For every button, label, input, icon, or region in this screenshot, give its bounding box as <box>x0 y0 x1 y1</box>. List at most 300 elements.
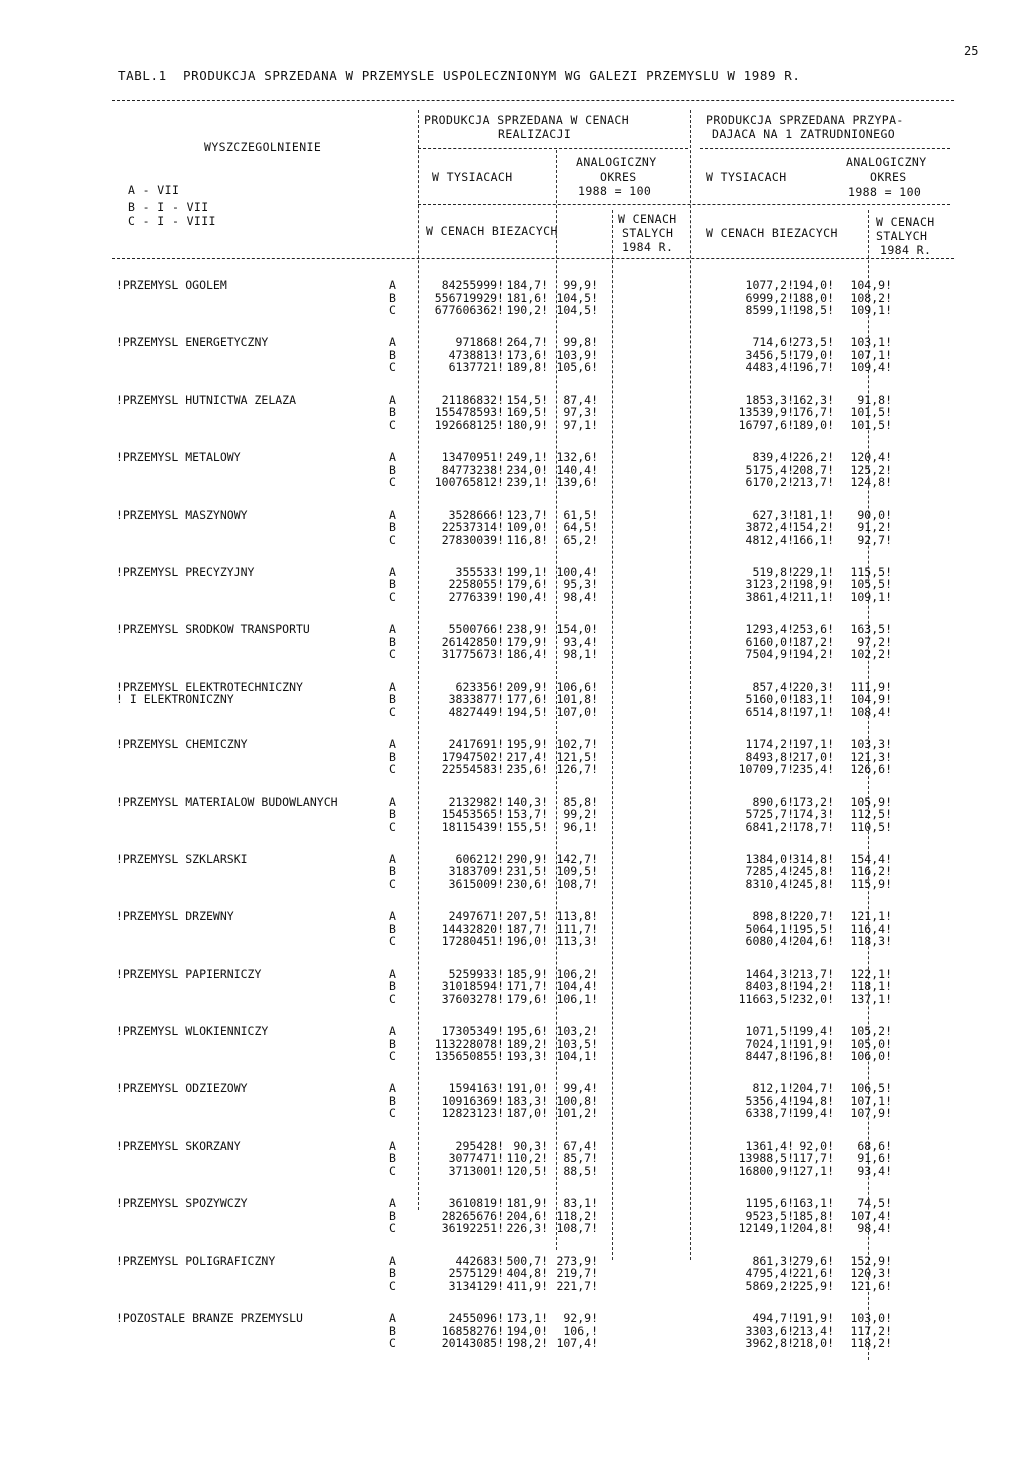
per-employee-analog: 199,4! <box>792 1024 834 1039</box>
branch-group <box>112 852 954 909</box>
per-employee-thousands: 1293,4! <box>745 622 794 637</box>
branch-name: !POZOSTALE BRANZE PRZEMYSLU <box>116 1311 303 1326</box>
branch-group <box>112 1081 954 1138</box>
row-code: B <box>389 347 396 362</box>
const-prices-index: 106,6! <box>556 679 598 694</box>
table-row <box>112 820 954 833</box>
table-row <box>112 335 954 348</box>
per-employee-analog: 194,8! <box>792 1093 834 1108</box>
table-row <box>112 533 954 546</box>
per-employee-const: 106,5! <box>850 1081 892 1096</box>
branch-name: !PRZEMYSL MASZYNOWY <box>116 507 248 522</box>
per-employee-thousands: 8403,8! <box>745 979 794 994</box>
branch-name: !PRZEMYSL HUTNICTWA ZELAZA <box>116 392 297 407</box>
value-thousands: 17947502! <box>441 749 504 764</box>
analog-period: 186,4! <box>506 647 548 662</box>
branch-group <box>112 1254 954 1311</box>
table-row <box>112 393 954 406</box>
per-employee-const: 118,2! <box>850 1336 892 1351</box>
const-prices-index: 97,1! <box>563 417 598 432</box>
value-thousands: 27830039! <box>441 532 504 547</box>
per-employee-analog: 188,0! <box>792 290 834 305</box>
value-thousands: 3615009! <box>448 876 504 891</box>
value-thousands: 2575129! <box>448 1266 504 1281</box>
analog-period: 190,4! <box>506 589 548 604</box>
branch-group <box>112 909 954 966</box>
per-employee-const: 163,5! <box>850 622 892 637</box>
per-employee-thousands: 8599,1! <box>745 303 794 317</box>
value-thousands: 623356! <box>455 679 504 694</box>
const-prices-index: 108,7! <box>556 1221 598 1236</box>
value-thousands: 3134129! <box>448 1278 504 1293</box>
analog-period: 189,8! <box>506 360 548 375</box>
const-prices-index: 101,8! <box>556 692 598 707</box>
per-employee-const: 103,3! <box>850 737 892 752</box>
const-prices-index: 106,! <box>563 1323 598 1338</box>
per-employee-analog: 208,7! <box>792 462 834 477</box>
value-thousands: 2258055! <box>448 577 504 592</box>
row-code: A <box>389 564 396 579</box>
per-employee-analog: 187,2! <box>792 634 834 649</box>
row-code: B <box>389 520 396 535</box>
analog-period: 264,7! <box>506 335 548 350</box>
analog-period: 187,0! <box>506 1106 548 1121</box>
table-row <box>112 1279 954 1292</box>
table-row <box>112 577 954 590</box>
value-thousands: 2132982! <box>448 794 504 809</box>
row-code: C <box>389 647 396 662</box>
per-employee-thousands: 13988,5! <box>738 1151 794 1166</box>
rule-mid <box>418 204 950 205</box>
analog-period: 411,9! <box>506 1278 548 1293</box>
analog-period: 500,7! <box>506 1253 548 1268</box>
analog-period: 198,2! <box>506 1336 548 1351</box>
row-code: A <box>389 794 396 809</box>
table-row <box>112 979 954 992</box>
g1-analog-2: OKRES <box>600 170 637 184</box>
value-thousands: 3077471! <box>448 1151 504 1166</box>
table-row <box>112 303 954 316</box>
const-prices-index: 100,4! <box>556 564 598 579</box>
const-prices-index: 101,2! <box>556 1106 598 1121</box>
const-prices-index: 103,5! <box>556 1036 598 1051</box>
per-employee-thousands: 7285,4! <box>745 864 794 879</box>
stub-code-a: A - VII <box>128 183 180 197</box>
value-thousands: 155478593! <box>434 405 504 420</box>
per-employee-const: 107,1! <box>850 1093 892 1108</box>
analog-period: 190,2! <box>506 303 548 317</box>
analog-period: 177,6! <box>506 692 548 707</box>
branch-name: !PRZEMYSL WLOKIENNICZY <box>116 1024 269 1039</box>
branch-name: ! I ELEKTRONICZNY <box>116 692 234 707</box>
per-employee-const: 107,1! <box>850 347 892 362</box>
per-employee-analog: 92,0! <box>799 1138 834 1153</box>
per-employee-analog: 211,1! <box>792 589 834 604</box>
value-thousands: 15453565! <box>441 807 504 822</box>
const-prices-index: 105,6! <box>556 360 598 375</box>
value-thousands: 4738813! <box>448 347 504 362</box>
value-thousands: 20143085! <box>441 1336 504 1351</box>
value-thousands: 16858276! <box>441 1323 504 1338</box>
const-prices-index: 99,2! <box>563 807 598 822</box>
per-employee-thousands: 16797,6! <box>738 417 794 432</box>
row-code: B <box>389 921 396 936</box>
per-employee-thousands: 3303,6! <box>745 1323 794 1338</box>
row-code: C <box>389 532 396 547</box>
per-employee-const: 109,1! <box>850 589 892 604</box>
branch-name: !PRZEMYSL DRZEWNY <box>116 909 234 924</box>
per-employee-analog: 225,9! <box>792 1278 834 1293</box>
row-code: A <box>389 737 396 752</box>
row-code: B <box>389 1093 396 1108</box>
per-employee-thousands: 1464,3! <box>745 966 794 981</box>
analog-period: 193,3! <box>506 1049 548 1064</box>
per-employee-analog: 197,1! <box>792 704 834 719</box>
analog-period: 109,0! <box>506 520 548 535</box>
value-thousands: 22554583! <box>441 762 504 777</box>
per-employee-thousands: 1384,0! <box>745 851 794 866</box>
const-prices-index: 100,8! <box>556 1093 598 1108</box>
const-prices-index: 92,9! <box>563 1311 598 1326</box>
table-row <box>112 1266 954 1279</box>
per-employee-const: 97,2! <box>857 634 892 649</box>
per-employee-analog: 185,8! <box>792 1208 834 1223</box>
per-employee-thousands: 5175,4! <box>745 462 794 477</box>
branch-name: !PRZEMYSL ODZIEZOWY <box>116 1081 248 1096</box>
const-prices-index: 96,1! <box>563 819 598 834</box>
per-employee-thousands: 3123,2! <box>745 577 794 592</box>
per-employee-thousands: 13539,9! <box>738 405 794 420</box>
analog-period: 404,8! <box>506 1266 548 1281</box>
per-employee-const: 111,9! <box>850 679 892 694</box>
analog-period: 290,9! <box>506 851 548 866</box>
per-employee-const: 118,1! <box>850 979 892 994</box>
branch-name: !PRZEMYSL MATERIALOW BUDOWLANYCH <box>116 794 338 809</box>
const-prices-index: 61,5! <box>563 507 598 522</box>
analog-period: 235,6! <box>506 762 548 777</box>
row-code: B <box>389 577 396 592</box>
value-thousands: 17305349! <box>441 1024 504 1039</box>
value-thousands: 5500766! <box>448 622 504 637</box>
analog-period: 196,0! <box>506 934 548 949</box>
per-employee-const: 137,1! <box>850 991 892 1006</box>
g1-const-3: 1984 R. <box>622 240 674 254</box>
g1-analog-3: 1988 = 100 <box>578 184 652 198</box>
per-employee-analog: 183,1! <box>792 692 834 707</box>
table-row <box>112 348 954 361</box>
const-prices-index: 88,5! <box>563 1163 598 1178</box>
per-employee-thousands: 3872,4! <box>745 520 794 535</box>
stub-code-c: C - I - VIII <box>128 214 216 228</box>
analog-period: 230,6! <box>506 876 548 891</box>
per-employee-analog: 245,8! <box>792 876 834 891</box>
table-row <box>112 922 954 935</box>
analog-period: 239,1! <box>506 475 548 490</box>
table-row <box>112 1221 954 1234</box>
table-row <box>112 405 954 418</box>
per-employee-const: 108,4! <box>850 704 892 719</box>
per-employee-thousands: 898,8! <box>752 909 794 924</box>
per-employee-thousands: 627,3! <box>752 507 794 522</box>
per-employee-const: 107,4! <box>850 1208 892 1223</box>
per-employee-analog: 229,1! <box>792 564 834 579</box>
per-employee-thousands: 4483,4! <box>745 360 794 375</box>
value-thousands: 192668125! <box>434 417 504 432</box>
analog-period: 187,7! <box>506 921 548 936</box>
analog-period: 179,6! <box>506 577 548 592</box>
branch-name: !PRZEMYSL ENERGETYCZNY <box>116 335 269 350</box>
value-thousands: 36192251! <box>441 1221 504 1236</box>
value-thousands: 971868! <box>455 335 504 350</box>
branch-group <box>112 278 954 335</box>
per-employee-const: 118,3! <box>850 934 892 949</box>
per-employee-analog: 194,2! <box>792 647 834 662</box>
const-prices-index: 95,3! <box>563 577 598 592</box>
per-employee-const: 103,1! <box>850 335 892 350</box>
value-thousands: 5259933! <box>448 966 504 981</box>
const-prices-index: 113,3! <box>556 934 598 949</box>
const-prices-index: 65,2! <box>563 532 598 547</box>
analog-period: 180,9! <box>506 417 548 432</box>
group2-title-2: DAJACA NA 1 ZATRUDNIONEGO <box>712 127 896 141</box>
row-code: A <box>389 1024 396 1039</box>
analog-period: 179,9! <box>506 634 548 649</box>
table-row <box>112 1254 954 1267</box>
per-employee-analog: 174,3! <box>792 807 834 822</box>
per-employee-const: 105,5! <box>850 577 892 592</box>
per-employee-analog: 217,0! <box>792 749 834 764</box>
value-thousands: 100765812! <box>434 475 504 490</box>
row-code: C <box>389 1049 396 1064</box>
value-thousands: 3183709! <box>448 864 504 879</box>
const-prices-index: 107,4! <box>556 1336 598 1351</box>
g1-thousands: W TYSIACACH <box>432 170 513 184</box>
value-thousands: 84773238! <box>441 462 504 477</box>
per-employee-analog: 197,1! <box>792 737 834 752</box>
per-employee-const: 124,8! <box>850 475 892 490</box>
branch-group <box>112 335 954 392</box>
per-employee-thousands: 6999,2! <box>745 290 794 305</box>
table-row <box>112 1024 954 1037</box>
per-employee-analog: 204,8! <box>792 1221 834 1236</box>
table-row <box>112 807 954 820</box>
row-code: C <box>389 704 396 719</box>
value-thousands: 18115439! <box>441 819 504 834</box>
per-employee-const: 106,0! <box>850 1049 892 1064</box>
value-thousands: 37603278! <box>441 991 504 1006</box>
row-code: A <box>389 909 396 924</box>
per-employee-thousands: 12149,1! <box>738 1221 794 1236</box>
rule-top <box>112 100 954 101</box>
const-prices-index: 67,4! <box>563 1138 598 1153</box>
per-employee-analog: 127,1! <box>792 1163 834 1178</box>
row-code: C <box>389 1278 396 1293</box>
analog-period: 195,6! <box>506 1024 548 1039</box>
table-row <box>112 565 954 578</box>
g2-const-1: W CENACH <box>876 215 935 229</box>
per-employee-analog: 314,8! <box>792 851 834 866</box>
per-employee-const: 107,9! <box>850 1106 892 1121</box>
row-code: B <box>389 692 396 707</box>
per-employee-analog: 189,0! <box>792 417 834 432</box>
table-row <box>112 737 954 750</box>
value-thousands: 12823123! <box>441 1106 504 1121</box>
value-thousands: 442683! <box>455 1253 504 1268</box>
analog-period: 185,9! <box>506 966 548 981</box>
value-thousands: 2417691! <box>448 737 504 752</box>
analog-period: 169,5! <box>506 405 548 420</box>
per-employee-thousands: 8493,8! <box>745 749 794 764</box>
per-employee-thousands: 1071,5! <box>745 1024 794 1039</box>
const-prices-index: 87,4! <box>563 392 598 407</box>
per-employee-analog: 204,6! <box>792 934 834 949</box>
table-row <box>112 520 954 533</box>
const-prices-index: 103,2! <box>556 1024 598 1039</box>
table-row <box>112 463 954 476</box>
table-row <box>112 909 954 922</box>
const-prices-index: 85,8! <box>563 794 598 809</box>
per-employee-thousands: 6338,7! <box>745 1106 794 1121</box>
row-code: C <box>389 417 396 432</box>
per-employee-const: 74,5! <box>857 1196 892 1211</box>
row-code: C <box>389 991 396 1006</box>
row-code: C <box>389 475 396 490</box>
analog-period: 189,2! <box>506 1036 548 1051</box>
row-code: C <box>389 819 396 834</box>
per-employee-thousands: 519,8! <box>752 564 794 579</box>
per-employee-const: 101,5! <box>850 417 892 432</box>
value-thousands: 2776339! <box>448 589 504 604</box>
per-employee-analog: 181,1! <box>792 507 834 522</box>
per-employee-thousands: 8310,4! <box>745 876 794 891</box>
value-thousands: 295428! <box>455 1138 504 1153</box>
per-employee-thousands: 714,6! <box>752 335 794 350</box>
per-employee-analog: 198,5! <box>792 303 834 317</box>
row-code: C <box>389 360 396 375</box>
per-employee-thousands: 4795,4! <box>745 1266 794 1281</box>
analog-period: 217,4! <box>506 749 548 764</box>
const-prices-index: 132,6! <box>556 450 598 465</box>
row-code: B <box>389 462 396 477</box>
per-employee-analog: 198,9! <box>792 577 834 592</box>
row-code: C <box>389 876 396 891</box>
value-thousands: 6137721! <box>448 360 504 375</box>
table-row <box>112 360 954 373</box>
value-thousands: 84255999! <box>441 278 504 292</box>
per-employee-const: 109,1! <box>850 303 892 317</box>
table-row <box>112 278 954 291</box>
table-row <box>112 680 954 693</box>
table-row <box>112 1037 954 1050</box>
row-code: B <box>389 1323 396 1338</box>
row-code: B <box>389 1208 396 1223</box>
row-code: B <box>389 749 396 764</box>
value-thousands: 10916369! <box>441 1093 504 1108</box>
row-code: A <box>389 1253 396 1268</box>
per-employee-thousands: 16800,9! <box>738 1163 794 1178</box>
per-employee-const: 91,2! <box>857 520 892 535</box>
const-prices-index: 108,7! <box>556 876 598 891</box>
table-row <box>112 450 954 463</box>
per-employee-thousands: 7024,1! <box>745 1036 794 1051</box>
per-employee-analog: 213,4! <box>792 1323 834 1338</box>
value-thousands: 135650855! <box>434 1049 504 1064</box>
per-employee-analog: 218,0! <box>792 1336 834 1351</box>
const-prices-index: 109,5! <box>556 864 598 879</box>
const-prices-index: 103,9! <box>556 347 598 362</box>
branch-name: !PRZEMYSL SRODKOW TRANSPORTU <box>116 622 310 637</box>
g2-analog-3: 1988 = 100 <box>848 185 922 199</box>
value-thousands: 21186832! <box>441 392 504 407</box>
per-employee-const: 116,4! <box>850 921 892 936</box>
row-code: B <box>389 405 396 420</box>
analog-period: 179,6! <box>506 991 548 1006</box>
const-prices-index: 126,7! <box>556 762 598 777</box>
const-prices-index: 219,7! <box>556 1266 598 1281</box>
per-employee-const: 103,0! <box>850 1311 892 1326</box>
per-employee-analog: 194,0! <box>792 278 834 292</box>
per-employee-thousands: 5160,0! <box>745 692 794 707</box>
per-employee-analog: 176,7! <box>792 405 834 420</box>
per-employee-thousands: 5725,7! <box>745 807 794 822</box>
table-row <box>112 622 954 635</box>
row-code: C <box>389 589 396 604</box>
per-employee-thousands: 861,3! <box>752 1253 794 1268</box>
const-prices-index: 98,4! <box>563 589 598 604</box>
const-prices-index: 98,1! <box>563 647 598 662</box>
analog-period: 194,0! <box>506 1323 548 1338</box>
per-employee-analog: 179,0! <box>792 347 834 362</box>
table-row <box>112 750 954 763</box>
stub-label: WYSZCZEGOLNIENIE <box>204 140 322 154</box>
branch-group <box>112 737 954 794</box>
per-employee-const: 121,6! <box>850 1278 892 1293</box>
per-employee-analog: 166,1! <box>792 532 834 547</box>
per-employee-analog: 191,9! <box>792 1311 834 1326</box>
per-employee-thousands: 1361,4! <box>745 1138 794 1153</box>
value-thousands: 606212! <box>455 851 504 866</box>
value-thousands: 2497671! <box>448 909 504 924</box>
row-code: C <box>389 303 396 317</box>
table-row <box>112 1311 954 1324</box>
branch-group <box>112 565 954 622</box>
per-employee-const: 104,9! <box>850 692 892 707</box>
row-code: B <box>389 1266 396 1281</box>
analog-period: 171,7! <box>506 979 548 994</box>
per-employee-thousands: 1195,6! <box>745 1196 794 1211</box>
const-prices-index: 273,9! <box>556 1253 598 1268</box>
per-employee-analog: 196,7! <box>792 360 834 375</box>
analog-period: 181,9! <box>506 1196 548 1211</box>
row-code: B <box>389 1151 396 1166</box>
row-code: B <box>389 864 396 879</box>
per-employee-const: 92,7! <box>857 532 892 547</box>
analog-period: 249,1! <box>506 450 548 465</box>
analog-period: 154,5! <box>506 392 548 407</box>
branch-group <box>112 967 954 1024</box>
const-prices-index: 97,3! <box>563 405 598 420</box>
row-code: A <box>389 851 396 866</box>
branch-name: !PRZEMYSL PAPIERNICZY <box>116 966 262 981</box>
table-row <box>112 864 954 877</box>
analog-period: 155,5! <box>506 819 548 834</box>
g1-const-2: STALYCH <box>622 226 674 240</box>
row-code: C <box>389 1106 396 1121</box>
per-employee-analog: 220,3! <box>792 679 834 694</box>
per-employee-analog: 220,7! <box>792 909 834 924</box>
value-thousands: 4827449! <box>448 704 504 719</box>
per-employee-thousands: 839,4! <box>752 450 794 465</box>
